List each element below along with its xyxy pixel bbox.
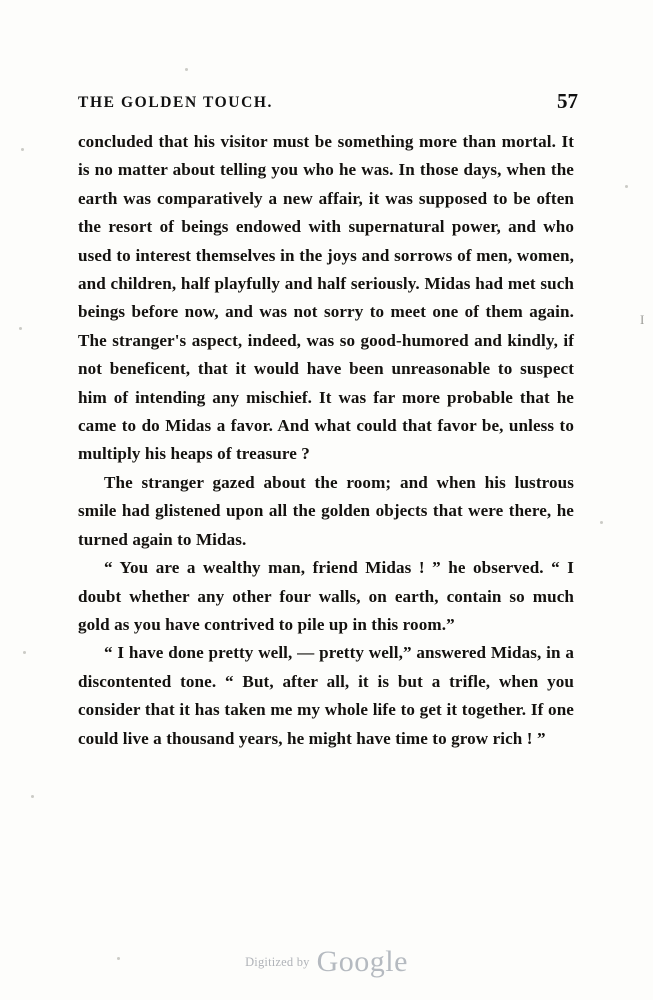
paragraph: The stranger gazed about the room; and when his lustrous smile had glistened upon all the golden objects that were there, he turned again to Midas. (78, 472, 574, 549)
scan-speck (625, 185, 628, 188)
scan-speck (19, 327, 22, 330)
page-header (78, 88, 578, 113)
scan-speck (31, 795, 34, 798)
margin-tick-mark: I (640, 312, 645, 327)
google-wordmark: Google (316, 945, 408, 978)
running-title: THE GOLDEN TOUCH. (78, 94, 274, 111)
scan-speck (600, 521, 603, 524)
paragraph: “ I have done pretty well, — pretty well,” answered Midas, in a discontented tone. “ But, after all, it is but a trifle, when you consider that it has taken me my whole life to get it together. If one could live a thousand years, he might have time to grow rich ! ” (78, 643, 574, 748)
scan-speck (185, 68, 188, 71)
digitization-watermark (0, 945, 653, 979)
page-number: 57 (557, 89, 578, 113)
scan-speck (21, 148, 24, 151)
paragraph: concluded that his visitor must be something more than mortal. It is no matter about telling you who he was. In those days, when the earth was comparatively a new affair, it was supposed to be often the resort of beings endowed with supernatural power, and who used to interest themselves in the joys and sorrows of men, women, and children, half playfully and half seriously. Midas had met such beings before now, and was not sorry to meet one of them again. The stranger's aspect, indeed, was so good-humored and kindly, if not beneficent, that it would have been unreasonable to suspect him of intending any mischief. It was far more probable that he came to do Midas a favor. And what could that favor be, unless to multiply his heaps of treasure ? (78, 132, 574, 464)
paragraph: “ You are a wealthy man, friend Midas ! ” he observed. “ I doubt whether any other four walls, on earth, contain so much gold as you have contrived to pile up in this room.” (78, 558, 574, 634)
scan-speck (23, 651, 26, 654)
page-body (78, 128, 574, 753)
digitized-by-label: Digitized by (245, 954, 310, 969)
